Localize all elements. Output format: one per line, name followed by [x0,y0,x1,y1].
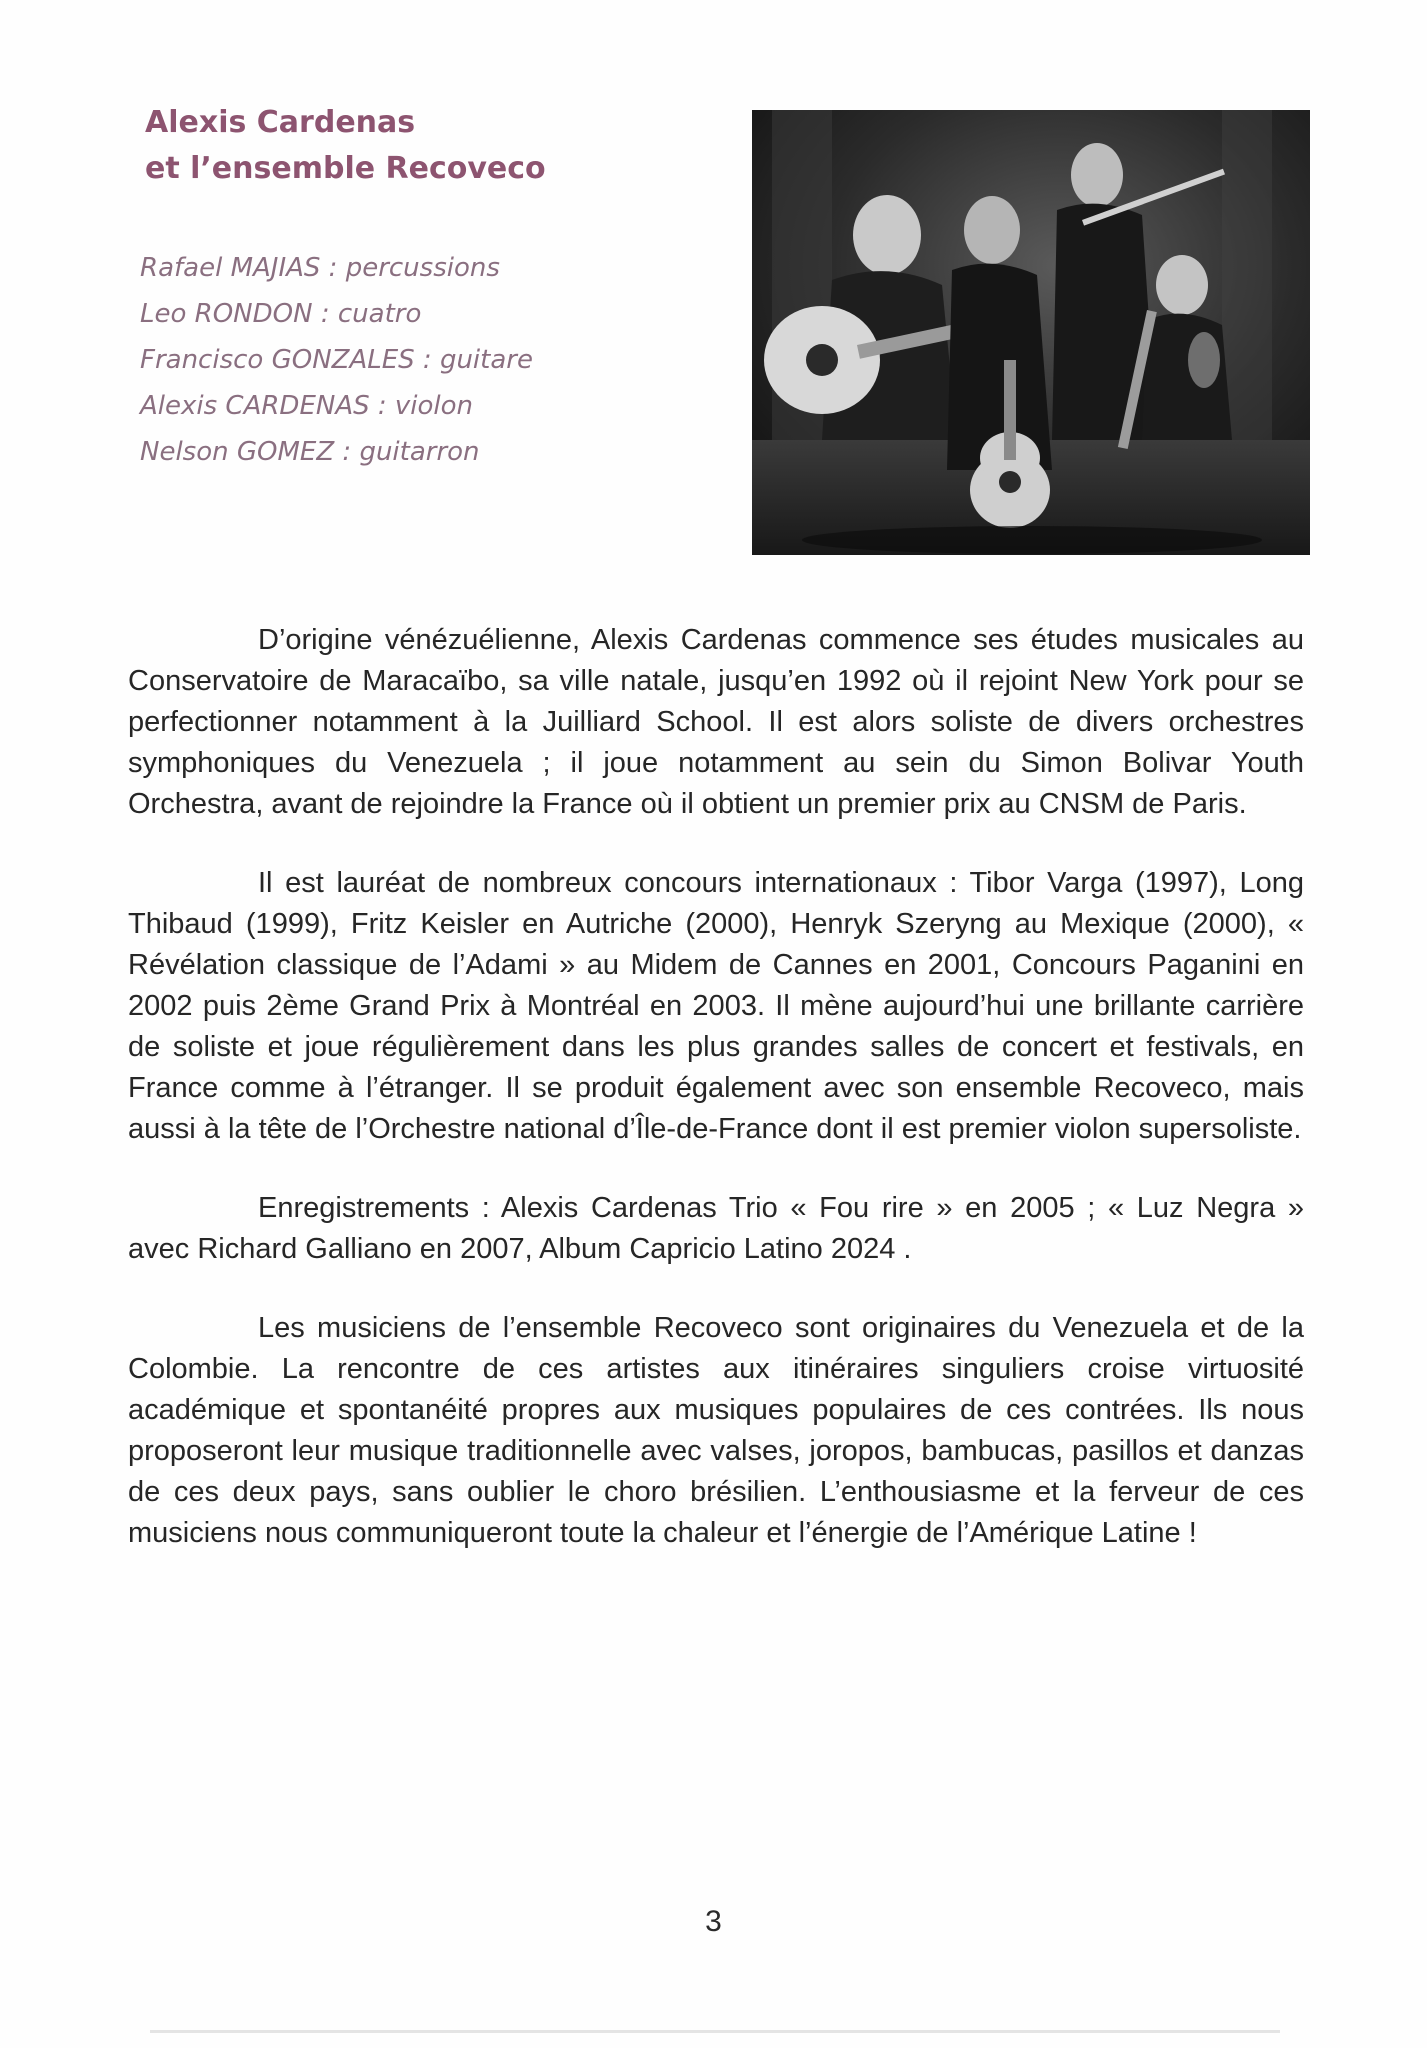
paragraph: D’origine vénézuélienne, Alexis Cardenas commence ses études musicales au Conservatoire de Maracaïbo, sa ville natale, jusqu’en 1992 où il rejoint New York pour se perfectionner notamment à la Juilliard School. Il est alors soliste de divers orchestres symphoniques du Venezuela ; il joue notamment au sein du Simon Bolivar Youth Orchestra, avant de rejoindre la France où il obtient un premier prix au CNSM de Paris. [128,624,1304,820]
paragraph: Les musiciens de l’ensemble Recoveco sont originaires du Venezuela et de la Colombie. La rencontre de ces artistes aux itinéraires singuliers croise virtuosité académique et spontanéité propres aux musiques populaires de ces contrées. Ils nous proposeront leur musique traditionnelle avec valses, joropos, bambucas, pasillos et danzas de ces deux pays, sans oublier le choro brésilien. L’enthousiasme et la ferveur de ces musiciens nous communiqueront toute la chaleur et l’énergie de l’Amérique Latine ! [128,1312,1304,1549]
title-line-2: et l’ensemble Recoveco [145,151,546,186]
cast-item: Alexis CARDENAS : violon [140,391,474,421]
ensemble-photo [752,110,1310,555]
cast-item: Rafael MAJIAS : percussions [140,253,500,283]
paragraph: Il est lauréat de nombreux concours internationaux : Tibor Varga (1997), Long Thibaud (1999), Fritz Keisler en Autriche (2000), Henryk Szeryng au Mexique (2000), « Révélation classique de l’Adami » au Midem de Cannes en 2001, Concours Paganini en 2002 puis 2ème Grand Prix à Montréal en 2003. Il mène aujourd’hui une brillante carrière de soliste et joue régulièrement dans les plus grandes salles de concert et festivals, en France comme à l’étranger. Il se produit également avec son ensemble Recoveco, mais aussi à la tête de l’Orchestre national d’Île-de-France dont il est premier violon supersoliste. [128,867,1304,1145]
cast-item: Francisco GONZALES : guitare [140,345,533,375]
ensemble-photo-icon [752,110,1310,555]
cast-item: Leo RONDON : cuatro [140,299,422,329]
title-line-1: Alexis Cardenas [145,105,416,140]
page-title [145,100,705,192]
biography-text [128,620,1304,1592]
cast-item: Nelson GOMEZ : guitarron [140,437,480,467]
scan-edge-divider [150,2030,1280,2033]
paragraph: Enregistrements : Alexis Cardenas Trio « Fou rire » en 2005 ; « Luz Negra » avec Richard Galliano en 2007, Album Capricio Latino 2024 . [128,1192,1304,1265]
cast-list [140,245,700,475]
page-number: 3 [705,1905,722,1938]
